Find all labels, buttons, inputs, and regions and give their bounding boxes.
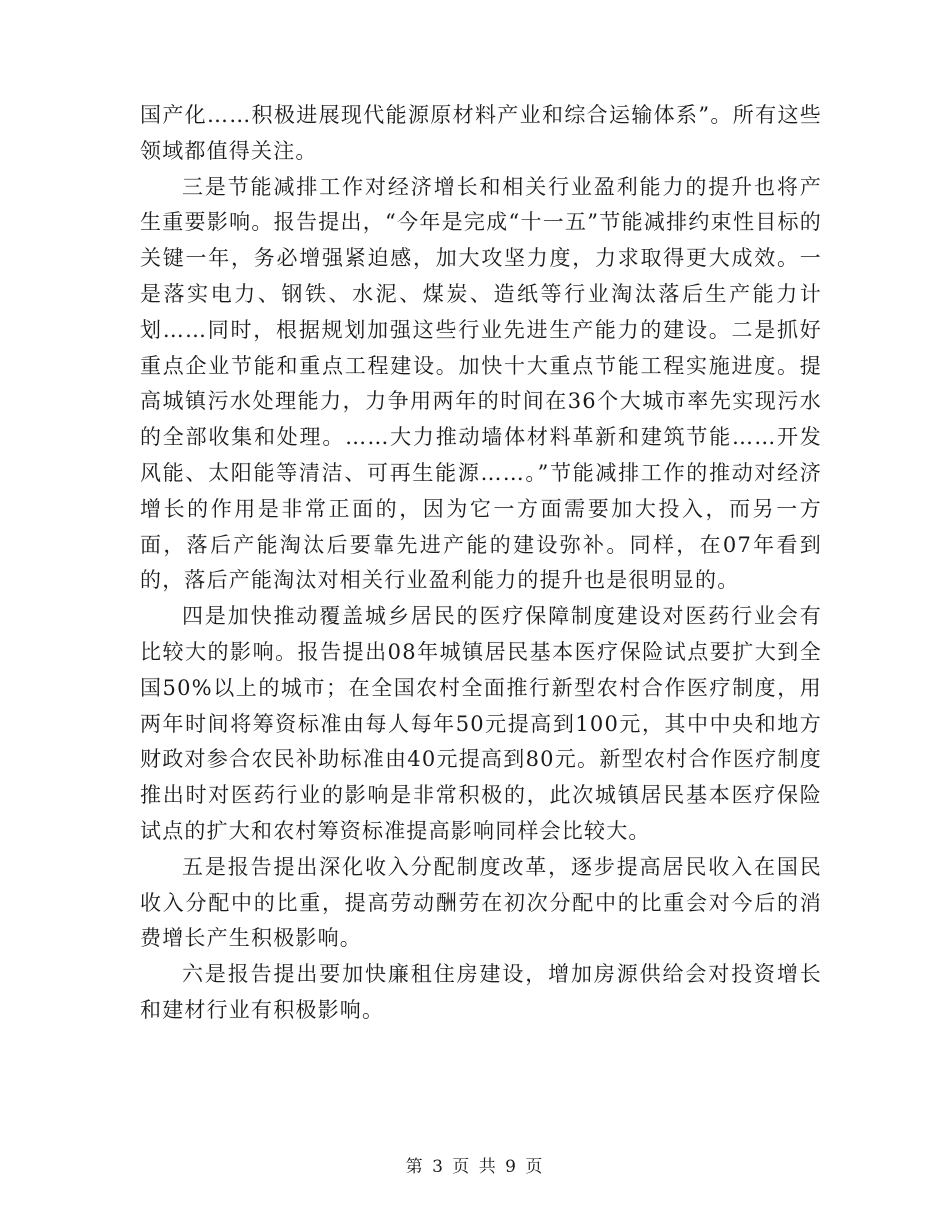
paragraph-income-distribution: 五是报告提出深化收入分配制度改革，逐步提高居民收入在国民收入分配中的比重，提高劳动酬劳在初次分配中的比重会对今后的消费增长产生积极影响。 bbox=[140, 854, 822, 951]
document-body bbox=[140, 98, 822, 1029]
page-number-footer: 第 3 页 共 9 页 bbox=[405, 1157, 545, 1177]
paragraph-housing: 六是报告提出要加快廉租住房建设，增加房源供给会对投资增长和建材行业有积极影响。 bbox=[140, 962, 822, 1022]
paragraph-energy-saving: 三是节能减排工作对经济增长和相关行业盈利能力的提升也将产生重要影响。报告提出，“今年是完成“十一五”节能减排约束性目标的关键一年，务必增强紧迫感，加大攻坚力度，力求取得更大成效。一是落实电力、钢铁、水泥、煤炭、造纸等行业淘汰落后生产能力计划……同时，根据规划加强这些行业先进生产能力的建设。二是抓好重点企业节能和重点工程建设。加快十大重点节能工程实施进度。提高城镇污水处理能力，力争用两年的时间在36个大城市率先实现污水的全部收集和处理。……大力推动墙体材料革新和建筑节能……开发风能、太阳能等清洁、可再生能源……。”节能减排工作的推动对经济增长的作用是非常正面的，因为它一方面需要加大投入，而另一方面，落后产能淘汰后要靠先进产能的建设弥补。同样，在07年看到的，落后产能淘汰对相关行业盈利能力的提升也是很明显的。 bbox=[140, 174, 822, 593]
paragraph-medical-insurance: 四是加快推动覆盖城乡居民的医疗保障制度建设对医药行业会有比较大的影响。报告提出08年城镇居民基本医疗保险试点要扩大到全国50%以上的城市；在全国农村全面推行新型农村合作医疗制度，用两年时间将筹资标准由每人每年50元提高到100元，其中中央和地方财政对参合农民补助标准由40元提高到80元。新型农村合作医疗制度推出时对医药行业的影响是非常积极的，此次城镇居民基本医疗保险试点的扩大和农村筹资标准提高影响同样会比较大。 bbox=[140, 604, 822, 843]
paragraph-continued: 国产化……积极进展现代能源原材料产业和综合运输体系”。所有这些领域都值得关注。 bbox=[140, 103, 822, 163]
